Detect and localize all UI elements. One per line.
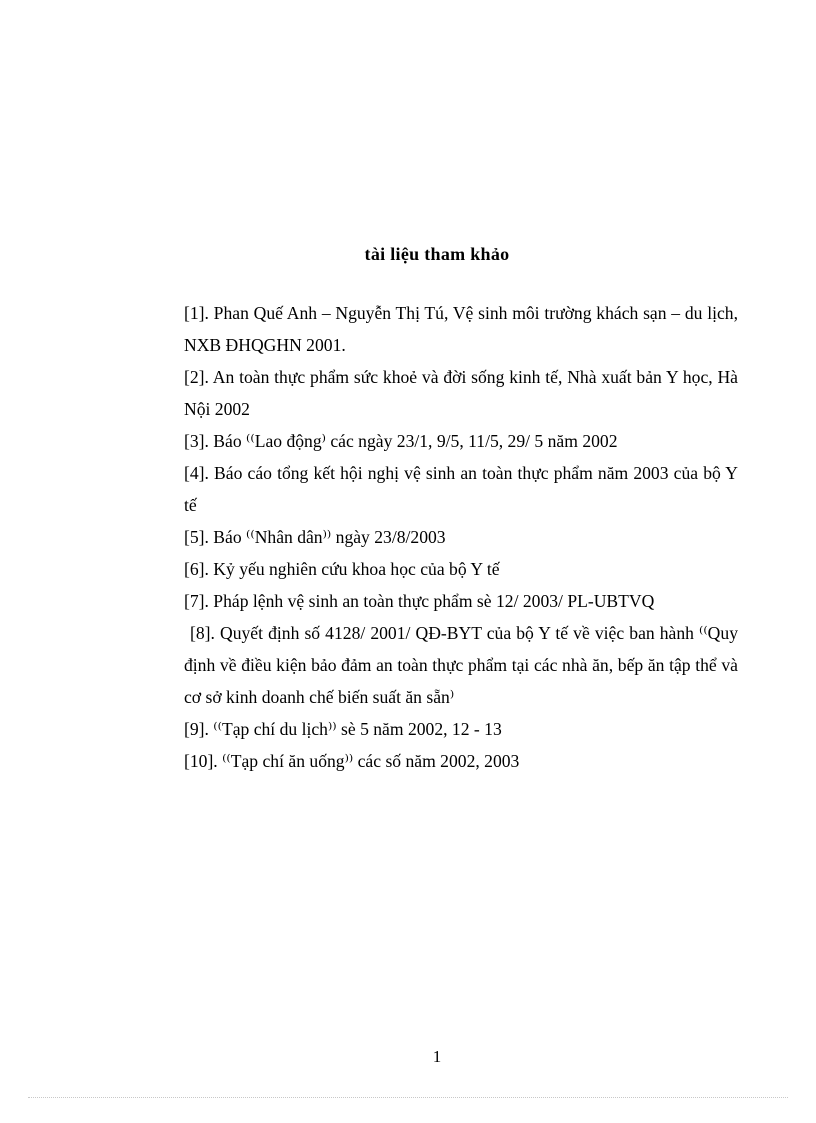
reference-list xyxy=(184,297,738,777)
page-bottom-divider xyxy=(28,1097,788,1098)
reference-item: [2]. An toàn thực phẩm sức khoẻ và đời sống kinh tế, Nhà xuất bản Y học, Hà Nội 2002 xyxy=(184,367,738,419)
page-number: 1 xyxy=(432,1047,442,1066)
reference-item: [7]. Pháp lệnh vệ sinh an toàn thực phẩm sè 12/ 2003/ PL-UBTVQ xyxy=(184,591,655,611)
reference-item: [1]. Phan Quế Anh – Nguyễn Thị Tú, Vệ sinh môi trường khách sạn – du lịch, NXB ĐHQGHN 2001. xyxy=(184,303,738,355)
reference-item: [3]. Báo ⁽⁽Lao động⁾ các ngày 23/1, 9/5, 11/5, 29/ 5 năm 2002 xyxy=(184,431,618,451)
reference-item: [9]. ⁽⁽Tạp chí du lịch⁾⁾ sè 5 năm 2002, 12 - 13 xyxy=(184,719,502,739)
reference-item: [6]. Kỷ yếu nghiên cứu khoa học của bộ Y tế xyxy=(184,559,500,579)
reference-item: [10]. ⁽⁽Tạp chí ăn uống⁾⁾ các số năm 2002, 2003 xyxy=(184,751,520,771)
reference-item: [8]. Quyết định số 4128/ 2001/ QĐ-BYT của bộ Y tế về việc ban hành ⁽⁽Quy định về điều kiện bảo đảm an toàn thực phẩm tại các nhà ăn, bếp ăn tập thể và cơ sở kinh doanh chế biến suất ăn sẵn⁾ xyxy=(184,623,738,707)
references-heading: tài liệu tham khảo xyxy=(364,244,510,264)
reference-item: [4]. Báo cáo tổng kết hội nghị vệ sinh an toàn thực phẩm năm 2003 của bộ Y tế xyxy=(184,463,738,515)
reference-item: [5]. Báo ⁽⁽Nhân dân⁾⁾ ngày 23/8/2003 xyxy=(184,527,446,547)
